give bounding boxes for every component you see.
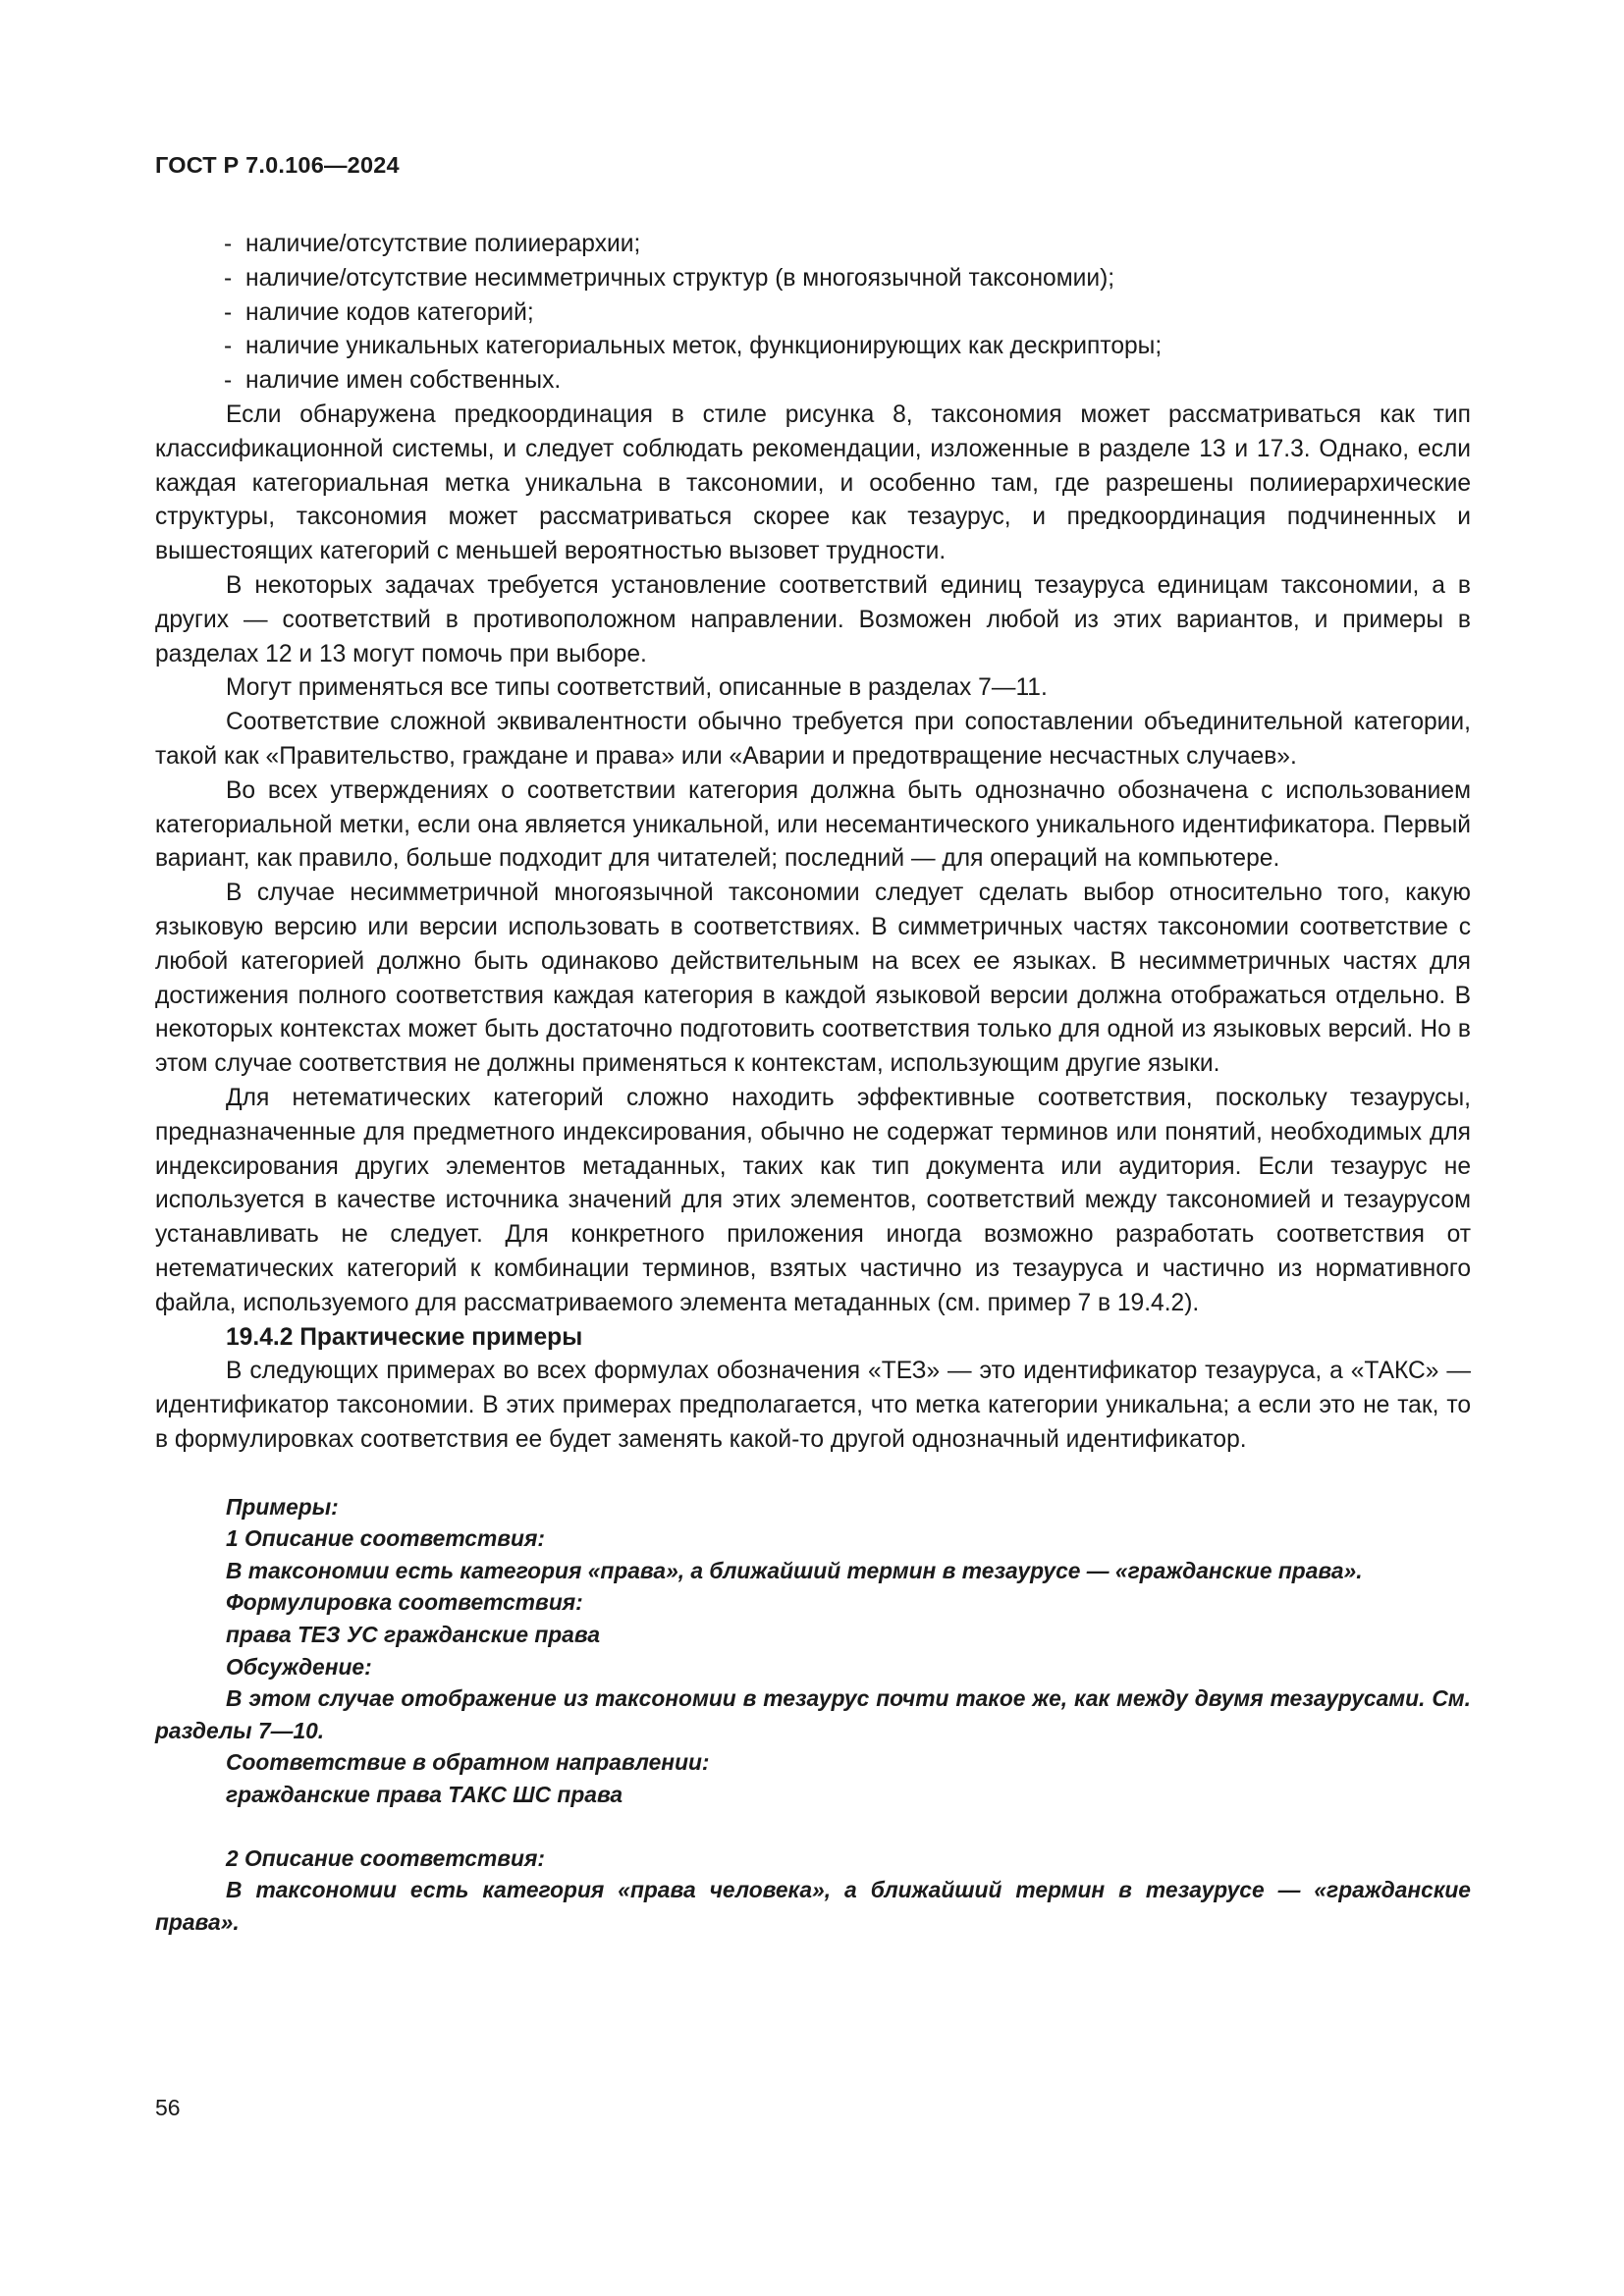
bullet-text: наличие/отсутствие полииерархии;: [245, 231, 641, 257]
bullet-marker: -: [224, 333, 233, 360]
body-paragraph: В случае несимметричной многоязычной таксономии следует сделать выбор относительно того, какую языковую версию или версии использовать в соответствиях. В симметричных частях таксономии соответствие с любой категорией должно быть одинаково действительным на всех ее языках. В несимметричных частях для достижения полного соответствия каждая категория в каждой языковой версии должна отображаться отдельно. В некоторых контекстах может быть достаточно подготовить соответствия только для одной из языковых версий. Но в этом случае соответствия не должны применяться к контекстам, использующим другие языки.: [155, 880, 1471, 1078]
example-spacer: [155, 1811, 1471, 1842]
bullet-item: [155, 296, 1471, 331]
bullet-text: наличие имен собственных.: [245, 367, 562, 395]
body-paragraph: Соответствие сложной эквивалентности обычно требуется при сопоставлении объединительной категории, такой как «Правительство, граждане и права» или «Аварии и предотвращение несчастных случаев».: [155, 709, 1471, 770]
example-line: 2 Описание соответствия:: [226, 1844, 545, 1871]
example-line: права ТЕЗ УС гражданские права: [226, 1622, 601, 1648]
bullet-item: [155, 228, 1471, 262]
bullet-marker: -: [224, 367, 233, 395]
example-line: В таксономии есть категория «права человека», а ближайший термин в тезаурусе — «гражданские права».: [155, 1877, 1471, 1935]
bullet-text: наличие уникальных категориальных меток, функционирующих как дескрипторы;: [245, 333, 1163, 360]
examples-label: Примеры:: [226, 1493, 339, 1520]
body-paragraph: Могут применяться все типы соответствий, описанные в разделах 7—11.: [226, 674, 1048, 702]
bullet-item: [155, 330, 1471, 364]
bullet-text: наличие/отсутствие несимметричных структур (в многоязычной таксономии);: [245, 264, 1115, 292]
body-paragraph: Для нетематических категорий сложно находить эффективные соответствия, поскольку тезаурусы, предназначенные для предметного индексирования, обычно не содержат терминов или понятий, необходимых для индексирования других элементов метаданных, таких как тип документа или аудитория. Если тезаурус не используется в качестве источника значений для этих элементов, соответствий между таксономией и тезаурусом устанавливать не следует. Для конкретного приложения иногда возможно разработать соответствия от нетематических категорий к комбинации терминов, взятых частично из тезауруса и частично из нормативного файла, используемого для рассматриваемого элемента метаданных (см. пример 7 в 19.4.2).: [155, 1084, 1471, 1316]
bullet-text: наличие кодов категорий;: [245, 298, 534, 326]
example-line: В этом случае отображение из таксономии в тезаурус почти такое же, как между двумя тезаурусами. См. разделы 7—10.: [155, 1685, 1471, 1743]
example-line: Формулировка соответствия:: [226, 1589, 583, 1616]
bullet-item: [155, 364, 1471, 399]
example-line: В таксономии есть категория «права», а ближайший термин в тезаурусе — «гражданские права».: [226, 1557, 1363, 1583]
page-body: [155, 228, 1471, 1938]
body-paragraph: В некоторых задачах требуется установление соответствий единиц тезауруса единицам таксономии, а в других — соответствий в противоположном направлении. Возможен любой из этих вариантов, и примеры в разделах 12 и 13 могут помочь при выборе.: [155, 571, 1471, 667]
bullet-marker: -: [224, 231, 233, 257]
example-line: 1 Описание соответствия:: [226, 1525, 545, 1552]
body-paragraph: В следующих примерах во всех формулах обозначения «ТЕЗ» — это идентификатор тезауруса, а «ТАКС» — идентификатор таксономии. В этих примерах предполагается, что метка категории уникальна; а если это не так, то в формулировках соответствия ее будет заменять какой-то другой однозначный идентификатор.: [155, 1358, 1471, 1453]
example-line: Обсуждение:: [226, 1653, 372, 1680]
bullet-item: [155, 262, 1471, 296]
bullet-marker: -: [224, 264, 233, 292]
page-number: 56: [155, 2095, 181, 2120]
example-line: Соответствие в обратном направлении:: [226, 1749, 710, 1776]
bullet-marker: -: [224, 298, 233, 326]
document-id-header: ГОСТ Р 7.0.106—2024: [155, 152, 400, 178]
section-heading: 19.4.2 Практические примеры: [226, 1323, 583, 1351]
example-line: гражданские права ТАКС ШС права: [226, 1782, 623, 1808]
body-paragraph: Если обнаружена предкоординация в стиле рисунка 8, таксономия может рассматриваться как тип классификационной системы, и следует соблюдать рекомендации, изложенные в разделе 13 и 17.3. Однако, если каждая категориальная метка уникальна в таксономии, и особенно там, где разрешены полииерархические структуры, таксономия может рассматриваться скорее как тезаурус, и предкоординация подчиненных и вышестоящих категорий с меньшей вероятностью вызовет трудности.: [155, 400, 1471, 565]
body-paragraph: Во всех утверждениях о соответствии категория должна быть однозначно обозначена с использованием категориальной метки, если она является уникальной, или несемантического уникального идентификатора. Первый вариант, как правило, больше подходит для читателей; последний — для операций на компьютере.: [155, 776, 1471, 873]
examples-block: [155, 1491, 1471, 1939]
